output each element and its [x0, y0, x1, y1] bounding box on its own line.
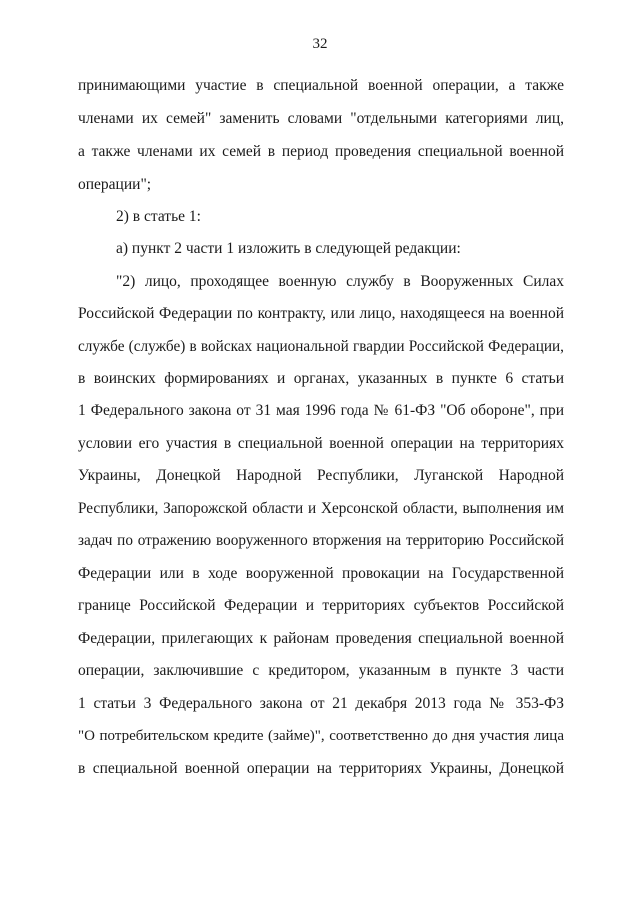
page-number: 32 — [312, 36, 328, 52]
text-line: "О потребительском кредите (займе)", соответственно до дня участия лица — [78, 728, 564, 744]
text-line: условии его участия в специальной военной операции на территориях — [78, 435, 564, 452]
text-line: а также членами их семей в период проведения специальной военной — [78, 143, 564, 160]
text-line: в воинских формированиях и органах, указанных в пункте 6 статьи — [78, 370, 564, 387]
text-line: Российской Федерации по контракту, или лицо, находящееся на военной — [78, 305, 564, 322]
text-line: в специальной военной операции на территориях Украины, Донецкой — [78, 760, 564, 777]
text-line: "2) лицо, проходящее военную службу в Вооруженных Силах — [116, 273, 564, 290]
text-line: принимающими участие в специальной военной операции, а также — [78, 77, 564, 94]
text-line: операции, заключившие с кредитором, указанным в пункте 3 части — [78, 662, 564, 679]
text-line: операции"; — [78, 176, 152, 193]
text-line: службе (службе) в войсках национальной гвардии Российской Федерации, — [78, 338, 564, 355]
text-line: 1 статьи 3 Федерального закона от 21 декабря 2013 года № 353-ФЗ — [78, 695, 564, 712]
text-line: задач по отражению вооруженного вторжения на территорию Российской — [78, 532, 564, 549]
text-line: Федерации или в ходе вооруженной провокации на Государственной — [78, 565, 564, 582]
text-line: 1 Федерального закона от 31 мая 1996 года № 61-ФЗ "Об обороне", при — [78, 402, 564, 419]
text-line: Республики, Запорожской области и Херсонской области, выполнения им — [78, 500, 564, 517]
text-line: а) пункт 2 части 1 изложить в следующей редакции: — [116, 240, 461, 257]
text-line: Федерации, прилегающих к районам проведения специальной военной — [78, 630, 564, 647]
text-line: 2) в статье 1: — [116, 208, 201, 225]
text-line: Украины, Донецкой Народной Республики, Луганской Народной — [78, 467, 564, 484]
text-line: границе Российской Федерации и территориях субъектов Российской — [78, 597, 564, 614]
text-line: членами их семей" заменить словами "отдельными категориями лиц, — [78, 110, 564, 127]
